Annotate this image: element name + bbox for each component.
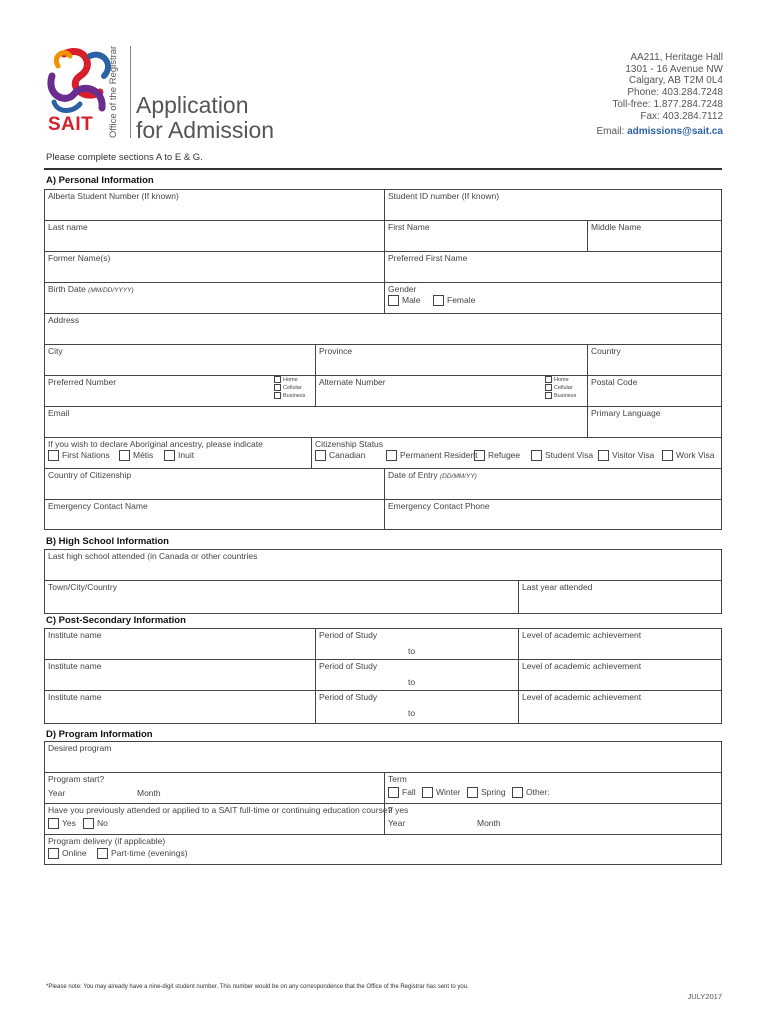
section-a-table (44, 189, 722, 530)
male-checkbox[interactable] (388, 295, 399, 306)
student-number-footnote: *Please note: You may already have a nine-digit student number. This number would be on any correspondence that the Office of the Registrar has sent to you. (46, 984, 469, 990)
phone-type-home[interactable]: Home (274, 376, 305, 384)
academic-achievement-field[interactable]: Level of academic achievement (522, 692, 642, 702)
phone-type-cellular[interactable]: Cellular (274, 384, 305, 392)
period-of-study-field[interactable]: Period of Study to (316, 660, 519, 690)
phone-type-cellular[interactable]: Cellular (545, 384, 576, 392)
delivery-online-option[interactable]: Online (48, 848, 87, 859)
attended-yes-option[interactable]: Yes (48, 818, 76, 829)
former-names-field[interactable]: Former Name(s) (45, 252, 385, 282)
academic-achievement-field[interactable]: Level of academic achievement (522, 630, 642, 640)
post-secondary-row (45, 660, 721, 691)
term-field: Term Fall Winter Spring Other: (388, 774, 550, 797)
email-line: Email: admissions@sait.ca (596, 126, 723, 138)
gender-field: Gender Male Female (388, 284, 476, 305)
institute-name-field[interactable]: Institute name (45, 660, 316, 690)
alternate-phone-type-options (545, 376, 576, 400)
last-year-attended-field[interactable]: Last year attended (522, 582, 593, 592)
address-field[interactable]: Address (48, 315, 80, 325)
post-secondary-row (45, 629, 721, 660)
delivery-parttime-option[interactable]: Part-time (evenings) (97, 848, 188, 859)
period-of-study-field[interactable]: Period of Study to (316, 691, 519, 723)
alternate-number-field[interactable]: Alternate Number Home Cellular Business (316, 376, 588, 406)
birth-date-field[interactable]: Birth Date (MM/DD/YYYY) (45, 283, 385, 313)
student-id-field[interactable]: Student ID number (If known) (388, 191, 500, 201)
tollfree-line: Toll-free: 1.877.284.7248 (612, 98, 723, 110)
city-field[interactable]: City (45, 345, 316, 375)
section-b-title: B) High School Information (46, 536, 169, 547)
primary-language-field[interactable]: Primary Language (591, 408, 661, 418)
canadian-option[interactable]: Canadian (315, 450, 365, 461)
term-fall-option[interactable]: Fall (388, 787, 416, 798)
alberta-student-number-field[interactable]: Alberta Student Number (If known) (45, 190, 385, 220)
town-city-country-field[interactable]: Town/City/Country (45, 581, 519, 613)
phone-line: Phone: 403.284.7248 (627, 87, 723, 99)
last-name-field[interactable]: Last name (45, 221, 385, 251)
if-yes-date-field[interactable]: If yes Year Month (388, 805, 501, 828)
term-other-option[interactable]: Other: (512, 787, 550, 798)
preferred-first-name-field[interactable]: Preferred First Name (388, 253, 468, 263)
phone-type-home[interactable]: Home (545, 376, 576, 384)
address-line: 1301 - 16 Avenue NW (625, 63, 723, 75)
date-of-entry-field[interactable]: Date of Entry (DD/MM/YY) (388, 470, 477, 480)
gender-female-option[interactable]: Female (433, 295, 475, 306)
citizenship-status-field: Citizenship Status Canadian Permanent Resident Refugee Student Visa Visitor Visa Work Visa (315, 439, 715, 460)
email-field[interactable]: Email (45, 407, 588, 437)
country-of-citizenship-field[interactable]: Country of Citizenship (45, 469, 385, 499)
attended-no-option[interactable]: No (83, 818, 108, 829)
section-b-table (44, 549, 722, 614)
address-line: AA211, Heritage Hall (630, 52, 723, 63)
address-line: Calgary, AB T2M 0L4 (628, 75, 723, 87)
first-name-field[interactable]: First Name (385, 221, 588, 251)
gender-male-option[interactable]: Male (388, 295, 420, 306)
refugee-option[interactable]: Refugee (474, 450, 520, 461)
middle-name-field[interactable]: Middle Name (591, 222, 642, 232)
phone-type-business[interactable]: Business (545, 392, 576, 400)
section-d-title: D) Program Information (46, 729, 153, 740)
form-title-line2: for Admission (136, 117, 275, 143)
phone-type-business[interactable]: Business (274, 392, 305, 400)
institute-name-field[interactable]: Institute name (45, 691, 316, 723)
emergency-contact-phone-field[interactable]: Emergency Contact Phone (388, 501, 490, 511)
academic-achievement-field[interactable]: Level of academic achievement (522, 661, 642, 671)
period-of-study-field[interactable]: Period of Study to (316, 629, 519, 659)
country-field[interactable]: Country (591, 346, 621, 356)
term-winter-option[interactable]: Winter (422, 787, 461, 798)
top-rule (44, 168, 722, 170)
work-visa-option[interactable]: Work Visa (662, 450, 714, 461)
program-start-field[interactable]: Program start? Year Month (45, 773, 385, 803)
section-c-title: C) Post-Secondary Information (46, 615, 186, 626)
registrar-address (597, 52, 723, 138)
office-of-registrar-label: Office of the Registrar (108, 45, 119, 138)
last-high-school-field[interactable]: Last high school attended (in Canada or other countries (48, 551, 258, 561)
program-delivery-field: Program delivery (if applicable) Online Part-time (evenings) (48, 836, 188, 858)
inuit-option[interactable]: Inuit (164, 450, 194, 461)
term-spring-option[interactable]: Spring (467, 787, 506, 798)
institute-name-field[interactable]: Institute name (45, 629, 316, 659)
instructions-text: Please complete sections A to E & G. (46, 152, 203, 163)
aboriginal-ancestry-field: If you wish to declare Aboriginal ancestry, please indicate First Nations Métis Inuit (45, 438, 312, 468)
desired-program-field[interactable]: Desired program (48, 743, 112, 753)
first-nations-option[interactable]: First Nations (48, 450, 110, 461)
metis-option[interactable]: Métis (119, 450, 153, 461)
preferred-phone-type-options (274, 376, 305, 400)
fax-line: Fax: 403.284.7112 (640, 110, 723, 122)
header-divider (130, 46, 131, 138)
form-version-date: JULY2017 (687, 992, 722, 1001)
section-d-table (44, 741, 722, 865)
form-title-line1: Application (136, 92, 249, 118)
section-a-title: A) Personal Information (46, 175, 154, 186)
student-visa-option[interactable]: Student Visa (531, 450, 593, 461)
sait-logo-text: SAIT (48, 114, 94, 135)
preferred-number-field[interactable]: Preferred Number Home Cellular Business (45, 376, 316, 406)
post-secondary-row (45, 691, 721, 723)
province-field[interactable]: Province (316, 345, 588, 375)
previously-attended-field: Have you previously attended or applied to a SAIT full-time or continuing education course? Yes No (45, 804, 385, 834)
email-link[interactable]: admissions@sait.ca (627, 126, 723, 138)
permanent-resident-option[interactable]: Permanent Resident (386, 450, 478, 461)
section-c-table (44, 628, 722, 724)
visitor-visa-option[interactable]: Visitor Visa (598, 450, 654, 461)
emergency-contact-name-field[interactable]: Emergency Contact Name (45, 500, 385, 529)
female-checkbox[interactable] (433, 295, 444, 306)
postal-code-field[interactable]: Postal Code (591, 377, 638, 387)
